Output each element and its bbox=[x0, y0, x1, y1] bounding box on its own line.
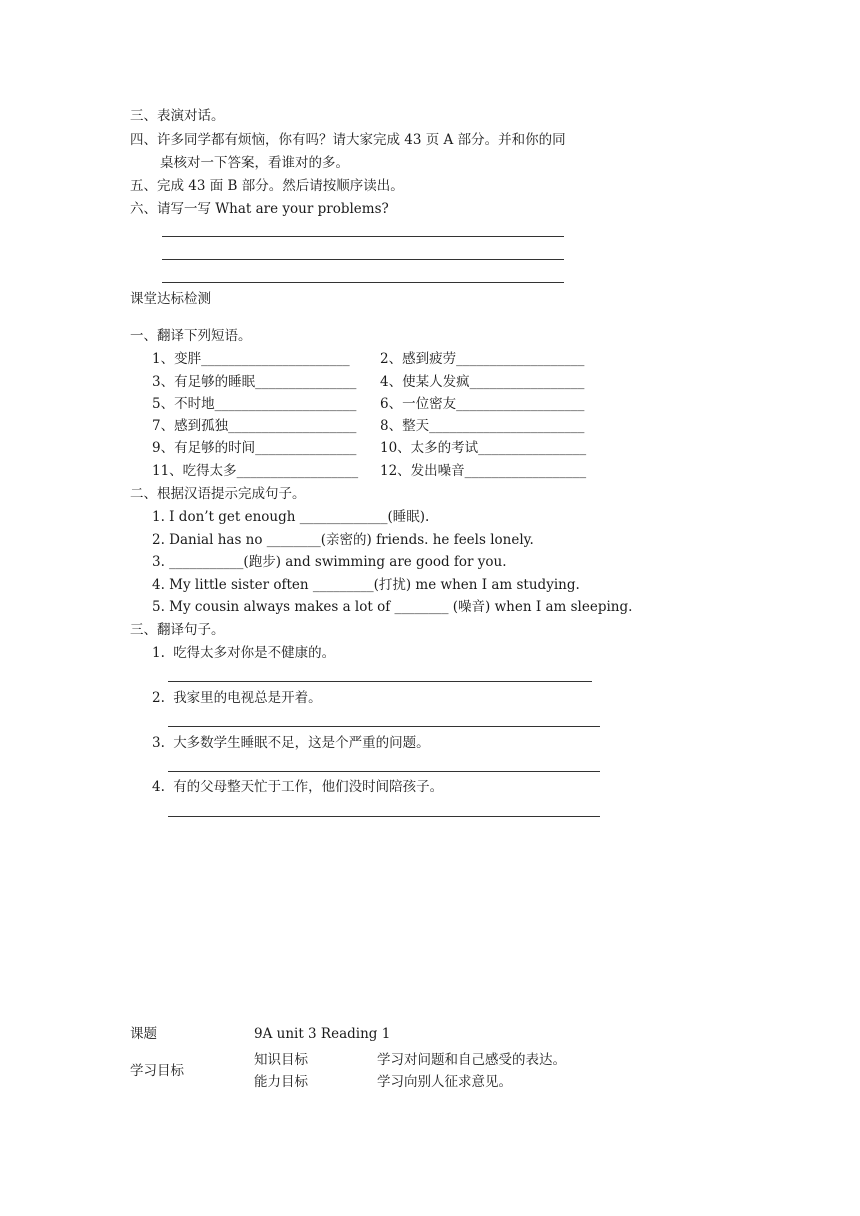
activity-3: 三、表演对话。 bbox=[130, 108, 225, 124]
sentence-number: 3. bbox=[152, 735, 165, 751]
activity-4: 四、许多同学都有烦恼，你有吗？请大家完成 43 页 A 部分。并和你的同 bbox=[130, 132, 566, 148]
topic-label: 课题 bbox=[130, 1026, 157, 1042]
answer-line[interactable] bbox=[162, 259, 564, 260]
translate-sentence bbox=[152, 735, 430, 752]
fill-sentence: 5. My cousin always makes a lot of ________ (噪音) when I am sleeping. bbox=[152, 599, 633, 615]
topic-value: 9A unit 3 Reading 1 bbox=[254, 1026, 391, 1042]
goal-type: 能力目标 bbox=[254, 1074, 308, 1090]
goal-row bbox=[130, 1049, 690, 1071]
goal-desc: 学习向别人征求意见。 bbox=[377, 1074, 512, 1090]
fill-sentence: 4. My little sister often _________(打扰) me when I am studying. bbox=[152, 577, 580, 593]
goal-desc: 学习对问题和自己感受的表达。 bbox=[377, 1052, 566, 1068]
fill-sentence: 2. Danial has no ________(亲密的) friends. he feels lonely. bbox=[152, 532, 534, 548]
translate-sentence bbox=[152, 690, 322, 707]
phrase-item: 2、感到疲劳___________________ bbox=[380, 351, 585, 367]
phrase-item: 7、感到孤独___________________ bbox=[152, 418, 357, 434]
activity-6: 六、请写一写 What are your problems? bbox=[130, 201, 389, 217]
phrase-item: 12、发出噪音__________________ bbox=[380, 463, 587, 479]
activity-4-continued: 桌核对一下答案，看谁对的多。 bbox=[160, 155, 349, 171]
answer-line[interactable] bbox=[168, 816, 600, 817]
answer-line[interactable] bbox=[168, 771, 600, 772]
phrase-item: 10、太多的考试________________ bbox=[380, 440, 587, 456]
phrase-item: 6、一位密友___________________ bbox=[380, 396, 585, 412]
translate-sentence bbox=[152, 779, 443, 796]
sentence-number: 4. bbox=[152, 779, 165, 795]
answer-line[interactable] bbox=[162, 236, 564, 237]
phrase-item: 5、不时地_____________________ bbox=[152, 396, 357, 412]
topic-row bbox=[130, 1022, 690, 1046]
sentence-text: 我家里的电视总是开着。 bbox=[173, 690, 322, 706]
part1-heading: 一、翻译下列短语。 bbox=[130, 328, 252, 344]
answer-line[interactable] bbox=[168, 726, 600, 727]
answer-line[interactable] bbox=[162, 282, 564, 283]
sentence-number: 1. bbox=[152, 645, 165, 661]
translate-sentence bbox=[152, 645, 335, 662]
phrase-item: 3、有足够的睡眠_______________ bbox=[152, 374, 357, 390]
sentence-text: 大多数学生睡眠不足，这是个严重的问题。 bbox=[173, 735, 430, 751]
sentence-number: 2. bbox=[152, 690, 165, 706]
phrase-item: 11、吃得太多__________________ bbox=[152, 463, 359, 479]
part2-heading: 二、根据汉语提示完成句子。 bbox=[130, 486, 306, 502]
phrase-item: 8、整天_______________________ bbox=[380, 418, 585, 434]
part3-heading: 三、翻译句子。 bbox=[130, 622, 225, 638]
goals-label: 学习目标 bbox=[130, 1063, 184, 1079]
sentence-text: 有的父母整天忙于工作，他们没时间陪孩子。 bbox=[173, 779, 444, 795]
lesson-info-table bbox=[130, 1022, 690, 1093]
phrase-item: 4、使某人发疯_________________ bbox=[380, 374, 585, 390]
quiz-title: 课堂达标检测 bbox=[130, 291, 211, 307]
goal-type: 知识目标 bbox=[254, 1052, 308, 1068]
sentence-text: 吃得太多对你是不健康的。 bbox=[173, 645, 336, 661]
phrase-item: 1、变胖______________________ bbox=[152, 351, 350, 367]
answer-line[interactable] bbox=[168, 681, 592, 682]
activity-5: 五、完成 43 面 B 部分。然后请按顺序读出。 bbox=[130, 178, 404, 194]
fill-sentence: 3. ___________(跑步) and swimming are good for you. bbox=[152, 554, 507, 570]
phrase-item: 9、有足够的时间_______________ bbox=[152, 440, 357, 456]
fill-sentence: 1. I don’t get enough _____________(睡眠). bbox=[152, 509, 430, 525]
